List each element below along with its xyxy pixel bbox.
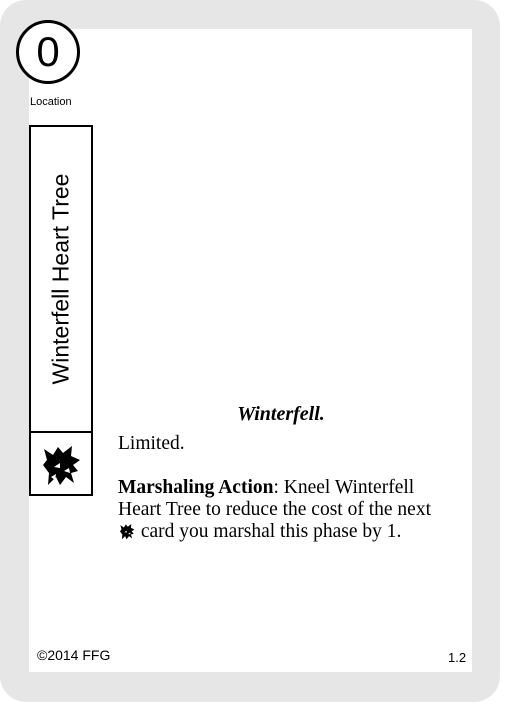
action-label: Marshaling Action: [118, 477, 274, 498]
action-text-post: card you marshal this phase by 1.: [140, 521, 402, 542]
card-cost: 0: [36, 28, 60, 75]
rules-text: [118, 433, 448, 543]
keyword-limited: Limited.: [118, 433, 185, 454]
title-box: [29, 125, 93, 433]
stark-direwolf-icon: [38, 441, 84, 487]
copyright: ©2014 FFG: [37, 647, 111, 663]
card-face: [29, 29, 472, 672]
faction-box: [29, 431, 93, 496]
card-type-label: Location: [30, 96, 72, 108]
card-version: 1.2: [448, 650, 467, 665]
action-text-pre: : Kneel Winterfell Heart Tree to reduce the cost of the next: [118, 477, 431, 520]
cost-circle: [16, 20, 80, 84]
marshaling-action-paragraph: [118, 477, 448, 543]
stark-direwolf-icon: [118, 522, 136, 540]
card-title: Winterfell Heart Tree: [47, 173, 74, 385]
card-traits: Winterfell.: [237, 403, 325, 425]
